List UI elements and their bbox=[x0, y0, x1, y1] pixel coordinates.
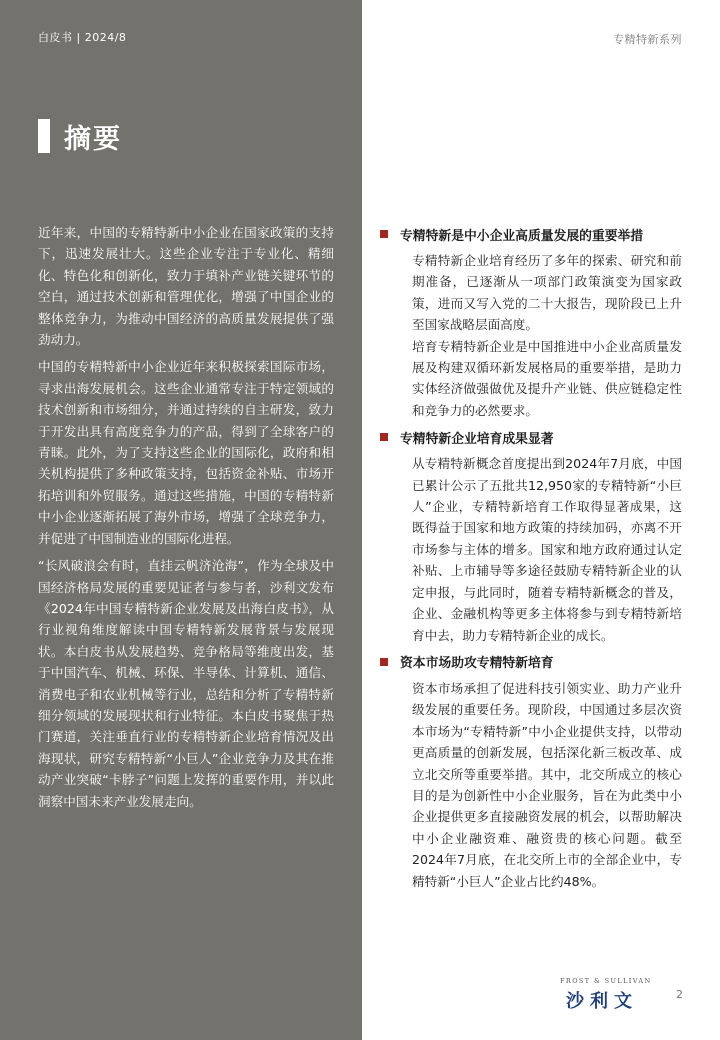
section-title: 专精特新企业培育成果显著 bbox=[400, 431, 554, 447]
key-point-section bbox=[380, 224, 682, 421]
title-bar-decoration bbox=[38, 119, 50, 153]
section-body bbox=[412, 250, 682, 421]
logo-chinese: 沙利文 bbox=[566, 991, 638, 1012]
section-heading bbox=[380, 224, 682, 244]
summary-paragraph: 中国的专精特新中小企业近年来积极探索国际市场，寻求出海发展机会。这些企业通常专注于特定领域的技术创新和市场细分，并通过持续的自主研发，致力于开发出具有高度竞争力的产品，得到了全球客户的青睐。此外，为了支持这些企业的国际化，政府和相关机构提供了多种政策支持，包括资金补贴、市场开拓培训和外贸服务。通过这些措施，中国的专精特新中小企业逐渐拓展了海外市场，增强了全球竞争力，并促进了中国制造业的国际化进程。 bbox=[38, 359, 334, 546]
section-title: 资本市场助攻专精特新培育 bbox=[400, 656, 554, 672]
key-point-section bbox=[380, 427, 682, 646]
series-label: 专精特新系列 bbox=[613, 33, 682, 46]
key-point-section bbox=[380, 652, 682, 892]
title-block bbox=[38, 118, 122, 154]
section-paragraph: 专精特新企业培育经历了多年的探索、研究和前期准备，已逐渐从一项部门政策演变为国家政策，进而又写入党的二十大报告，现阶段已上升至国家战略层面高度。 bbox=[412, 253, 682, 333]
summary-paragraph: “长风破浪会有时，直挂云帆济沧海”，作为全球及中国经济格局发展的重要见证者与参与者，沙利文发布《2024年中国专精特新企业发展及出海白皮书》，从行业视角维度解读中国专精特新发展背景与发展现状。本白皮书从发展趋势、竞争格局等维度出发，基于中国汽车、机械、环保、半导体、计算机、通信、消费电子和农业机械等行业，总结和分析了专精特新细分领域的发展现状和行业特征。本白皮书聚焦于热门赛道，关注垂直行业的专精特新企业培育情况及出海现状，研究专精特新“小巨人”企业竞争力及其在推动产业突破“卡脖子”问题上发挥的重要作用，并以此洞察中国未来产业发展走向。 bbox=[38, 558, 334, 809]
section-title: 专精特新是中小企业高质量发展的重要举措 bbox=[400, 228, 644, 244]
section-paragraph: 培育专精特新企业是中国推进中小企业高质量发展及构建双循环新发展格局的重要举措，是助力实体经济做强做优及提升产业链、供应链稳定性和竞争力的必然要求。 bbox=[412, 338, 682, 418]
summary-text bbox=[38, 222, 334, 818]
document-meta: 白皮书 | 2024/8 bbox=[38, 31, 127, 44]
page-title: 摘要 bbox=[64, 123, 122, 155]
page-number: 2 bbox=[676, 988, 683, 1001]
section-heading bbox=[380, 652, 682, 672]
bullet-square-icon bbox=[380, 230, 388, 238]
logo-english: FROST & SULLIVAN bbox=[560, 977, 652, 985]
bullet-square-icon bbox=[380, 433, 388, 441]
bullet-square-icon bbox=[380, 658, 388, 666]
frost-sullivan-logo bbox=[560, 977, 690, 1013]
section-body bbox=[412, 678, 682, 892]
section-paragraph: 资本市场承担了促进科技引领实业、助力产业升级发展的重要任务。现阶段，中国通过多层次资本市场为“专精特新”中小企业提供支持，以带动更高质量的创新发展，包括深化新三板改革、成立北交所等重要举措。其中，北交所成立的核心目的是为创新性中小企业服务，旨在为此类中小企业提供更多直接融资发展的机会，以帮助解决中小企业融资难、融资贵的核心问题。截至2024年7月底，在北交所上市的全部企业中，专精特新“小巨人”企业占比约48%。 bbox=[412, 680, 682, 889]
section-paragraph: 从专精特新概念首度提出到2024年7月底，中国已累计公示了五批共12,950家的专精特新“小巨人”企业，专精特新培育工作取得显著成果，这既得益于国家和地方政策的持续加码，亦离不开市场参与主体的增多。国家和地方政府通过认定补贴、上市辅导等多途径鼓励专精特新企业的认定申报，与此同时，随着专精特新概念的普及，企业、金融机构等更多主体将参与到专精特新培育中去，助力专精特新企业的成长。 bbox=[412, 456, 682, 643]
key-points bbox=[380, 224, 682, 898]
summary-paragraph: 近年来，中国的专精特新中小企业在国家政策的支持下，迅速发展壮大。这些企业专注于专业化、精细化、特色化和创新化，致力于填补产业链关键环节的空白，通过技术创新和管理优化，增强了中国企业的整体竞争力，为推动中国经济的高质量发展提供了强劲动力。 bbox=[38, 225, 334, 348]
section-heading bbox=[380, 427, 682, 447]
section-body bbox=[412, 453, 682, 646]
